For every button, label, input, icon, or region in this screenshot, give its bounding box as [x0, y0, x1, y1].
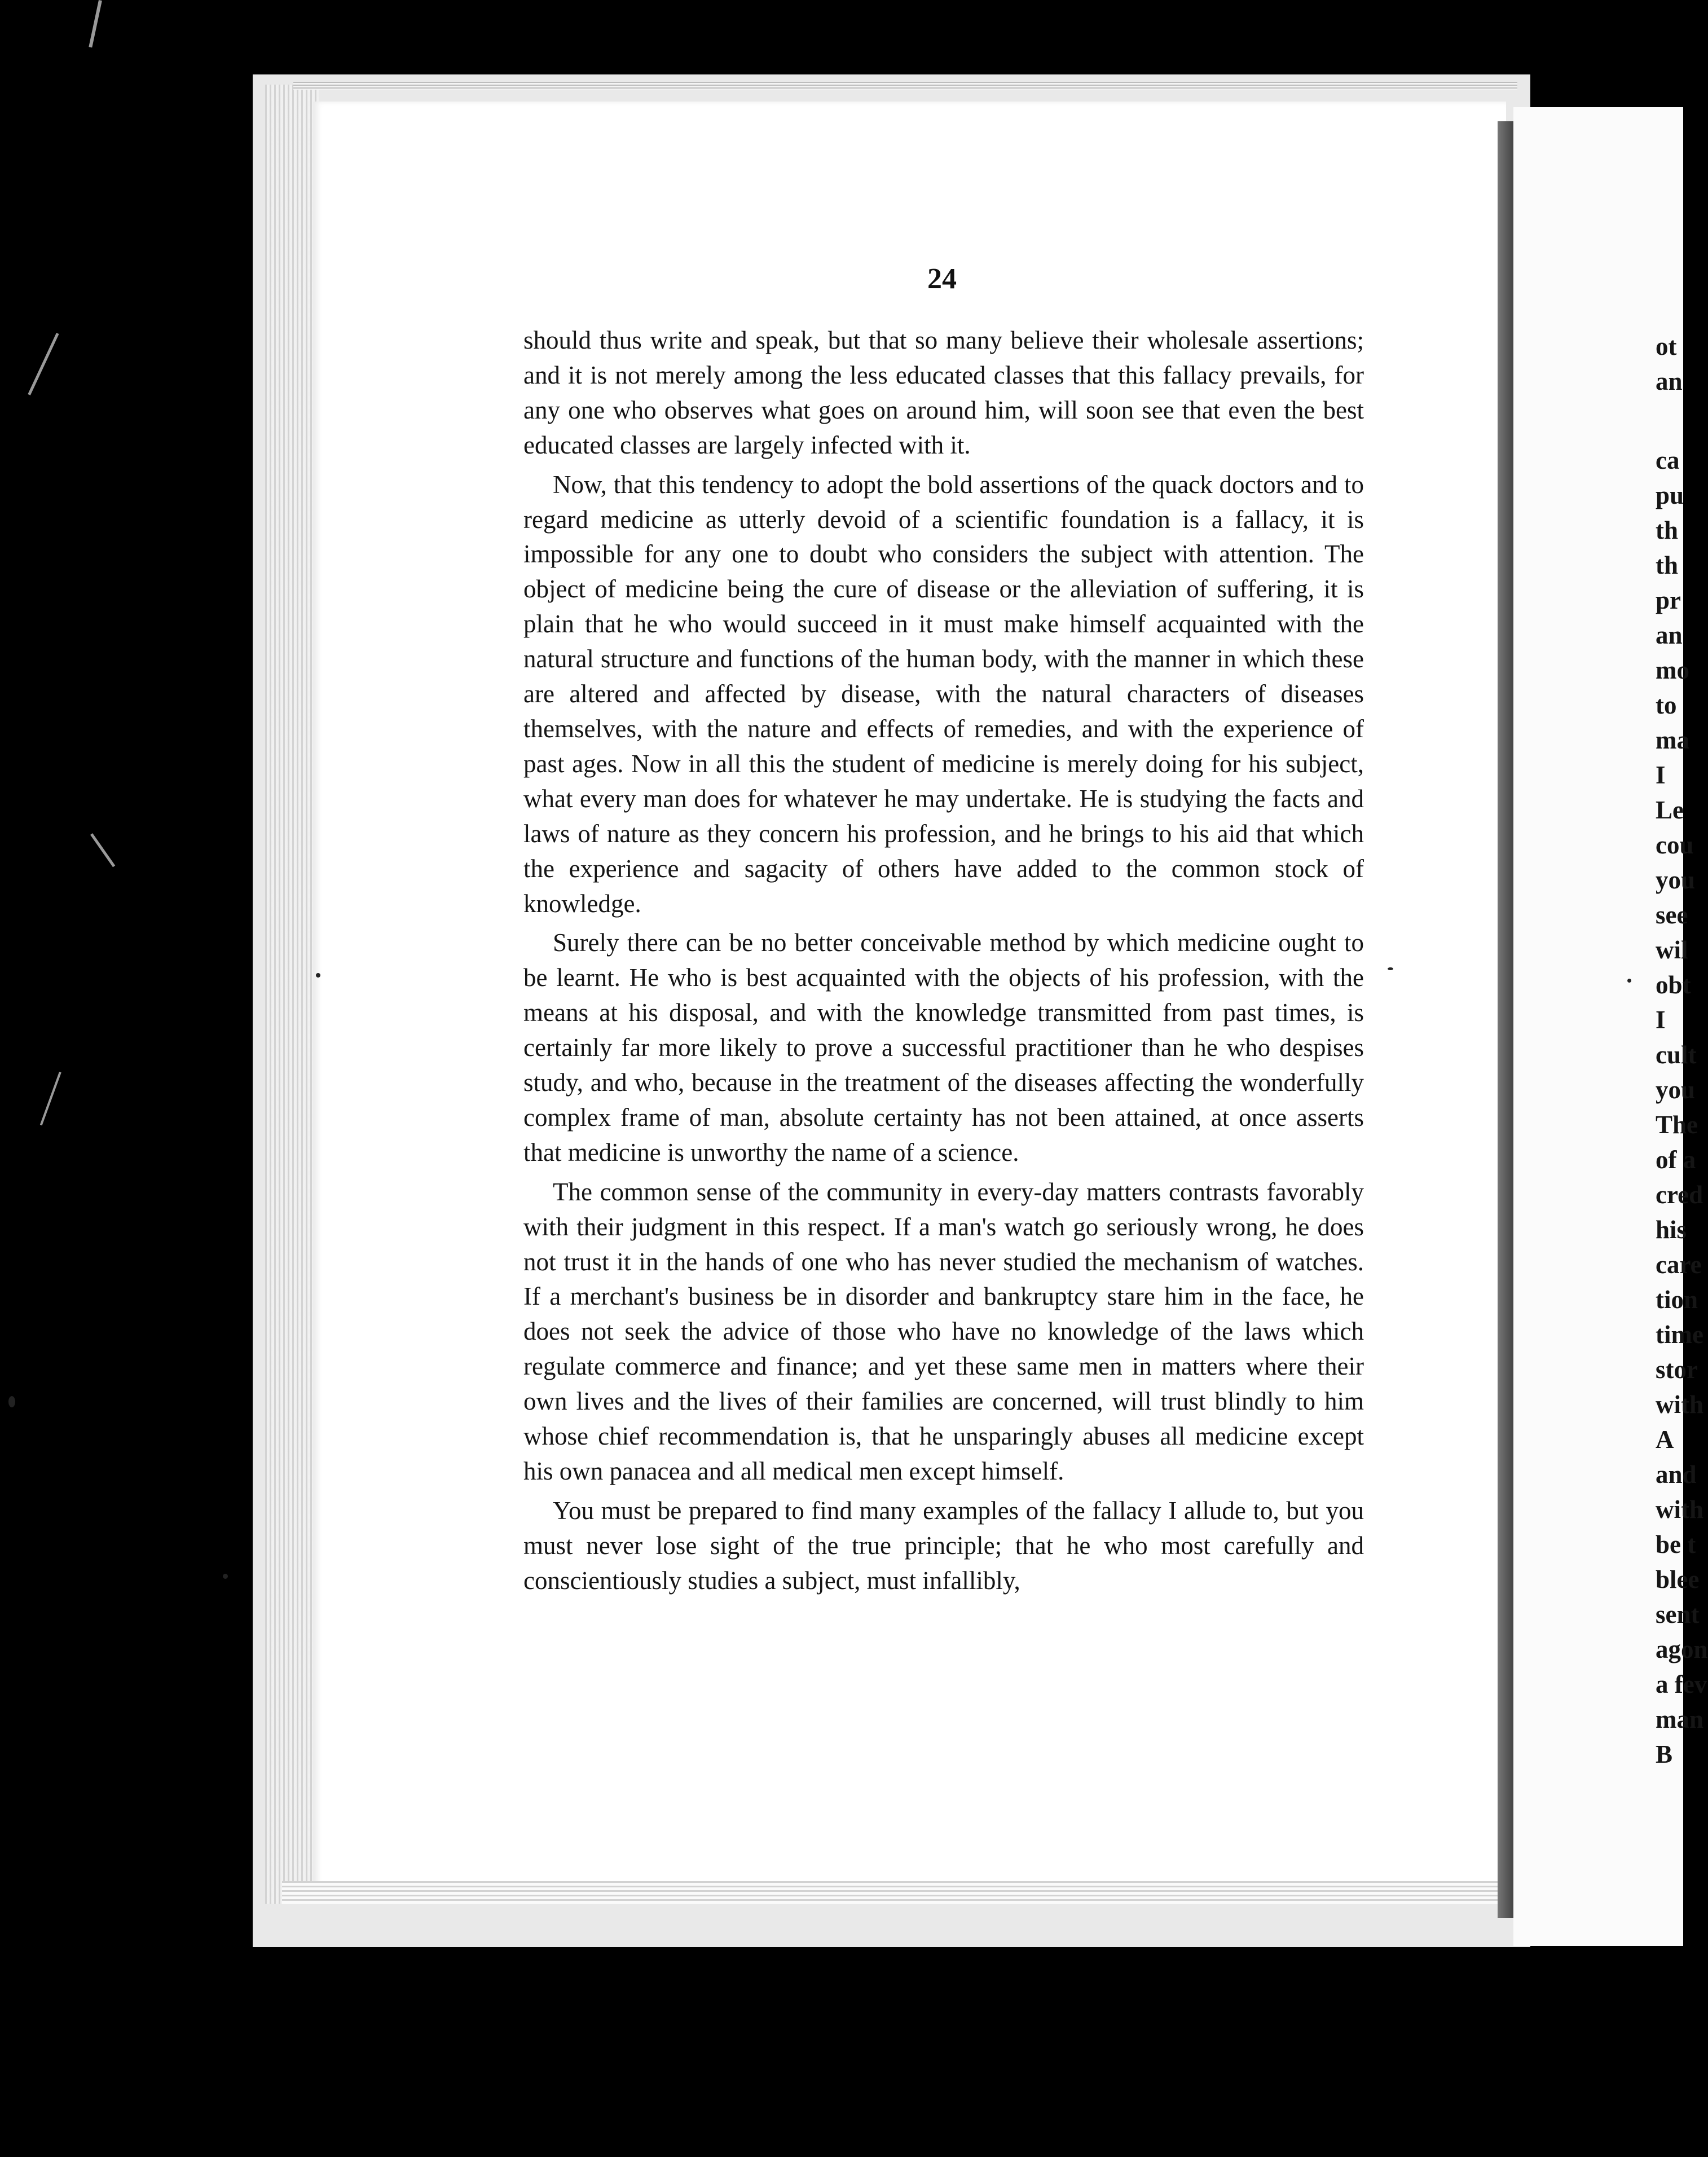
facing-page-line: and — [1656, 1460, 1697, 1489]
stacked-page-edges — [265, 85, 319, 1904]
facing-page-line: of a — [1656, 1146, 1696, 1174]
facing-page-line: with — [1656, 1495, 1704, 1524]
film-scratch — [89, 0, 102, 47]
paragraph: should thus write and speak, but that so many believe their wholesale assertions; and it is not merely among the less educated classes that this fallacy prevails, for any one who observes what goes on around him, will soon see that even the best educated classes are largely infected with it. — [523, 326, 1364, 459]
paragraph: The common sense of the community in every-day matters contrasts favorably with their judgment in this respect. If a man's watch go seriously wrong, he does not trust it in the hands of one who has never studied the mechanism of watches. If a merchant's business be in disorder and bankruptcy stare him in the face, he does not seek the advice of those who have no knowledge of the laws which regulate commerce and finance; and yet these same men in matters where their own lives and the lives of their families are concerned, will trust blindly to him whose chief recommendation is, that he unsparingly abuses all medicine except his own panacea and all medical men except himself. — [523, 1177, 1364, 1485]
page-number: 24 — [927, 263, 957, 295]
dust-speck — [1388, 967, 1393, 970]
facing-page-line: to — [1656, 691, 1677, 719]
facing-page-line: an — [1656, 367, 1683, 395]
facing-page-line: mo — [1656, 656, 1689, 684]
facing-page-line: cou — [1656, 831, 1694, 859]
paragraph: Now, that this tendency to adopt the bold assertions of the quack doctors and to regard medicine as utterly devoid of a scientific foundation is a fallacy, it is impossible for any one to doubt who considers the subject with attention. The object of medicine being the cure of disease or the alleviation of suffering, it is plain that he who would succeed in it must make himself acquainted with the natural structure and functions of the human body, with the manner in which these are altered and affected by disease, with the natural characters of diseases themselves, with the nature and effects of remedies, and with the experience of past ages. Now in all this the student of medicine is merely doing for his subject, what every man does for whatever he may undertake. He is studying the facts and laws of nature as they concern his profession, and he brings to his aid that which the experience and sagacity of others have added to the common stock of knowledge. — [523, 470, 1364, 918]
facing-page-line: A — [1656, 1425, 1674, 1454]
dust-speck — [316, 973, 320, 978]
dust-speck — [1627, 979, 1631, 983]
paragraph: You must be prepared to find many examples of the fallacy I allude to, but you must never lose sight of the true principle; that he who most carefully and conscientiously studies a subject, must infallibly, — [523, 1496, 1364, 1595]
facing-page-line: see — [1656, 901, 1688, 929]
facing-page-line: wil — [1656, 936, 1688, 964]
bottom-page-edge — [282, 1881, 1509, 1904]
facing-page-line: pr — [1656, 586, 1681, 614]
facing-page-line: Le — [1656, 796, 1684, 824]
facing-page-line: with — [1656, 1390, 1704, 1419]
film-scratch — [40, 1072, 61, 1125]
facing-page-line: you — [1656, 866, 1696, 894]
facing-page-line: ot — [1656, 332, 1677, 360]
paragraph: Surely there can be no better conceivable method by which medicine ought to be learnt. He who is best acquainted with the objects of his profession, with the means at his disposal, and with the knowledge transmitted from past times, is certainly far more likely to prove a successful practitioner than he who despises study, and who, because in the treatment of the diseases affecting the wonderfully complex frame of man, absolute certainty has not been attained, at once asserts that medicine is unworthy the name of a science. — [523, 928, 1364, 1166]
top-page-edge — [293, 82, 1517, 90]
book-gutter — [1498, 121, 1513, 1918]
facing-page-line: man — [1656, 1705, 1704, 1733]
facing-page-line: tion — [1656, 1286, 1698, 1314]
facing-page-line: th — [1656, 551, 1679, 579]
facing-page-line: blee — [1656, 1565, 1700, 1593]
facing-page-line: an — [1656, 621, 1683, 649]
facing-page-line: pu — [1656, 481, 1684, 509]
facing-page-line: cult — [1656, 1041, 1697, 1069]
facing-page-line: The — [1656, 1111, 1698, 1139]
facing-page-line: time — [1656, 1320, 1703, 1349]
facing-page-line: ma — [1656, 726, 1689, 754]
facing-page-line: ca — [1656, 446, 1680, 474]
facing-page-line: cred — [1656, 1181, 1703, 1209]
facing-page-line: I — [1656, 1006, 1666, 1034]
facing-page-line: his — [1656, 1216, 1687, 1244]
facing-page-line: sent — [1656, 1600, 1700, 1628]
facing-page-line: obt — [1656, 971, 1691, 999]
facing-page-line: care — [1656, 1251, 1702, 1279]
facing-page-line: be t — [1656, 1530, 1696, 1559]
facing-page-line: th — [1656, 516, 1679, 544]
dust-speck — [8, 1396, 15, 1407]
facing-page-line: agon — [1656, 1635, 1708, 1663]
facing-page-line: you — [1656, 1076, 1696, 1104]
facing-page-line: a fev — [1656, 1670, 1707, 1698]
facing-page-text — [1656, 0, 1708, 2157]
dust-speck — [223, 1574, 228, 1579]
facing-page-line: B — [1656, 1740, 1673, 1768]
facing-page-line: I — [1656, 761, 1666, 789]
body-text — [523, 323, 1364, 1599]
facing-page-line: stor — [1656, 1355, 1698, 1384]
film-scratch — [90, 833, 115, 867]
film-scratch — [28, 333, 59, 395]
